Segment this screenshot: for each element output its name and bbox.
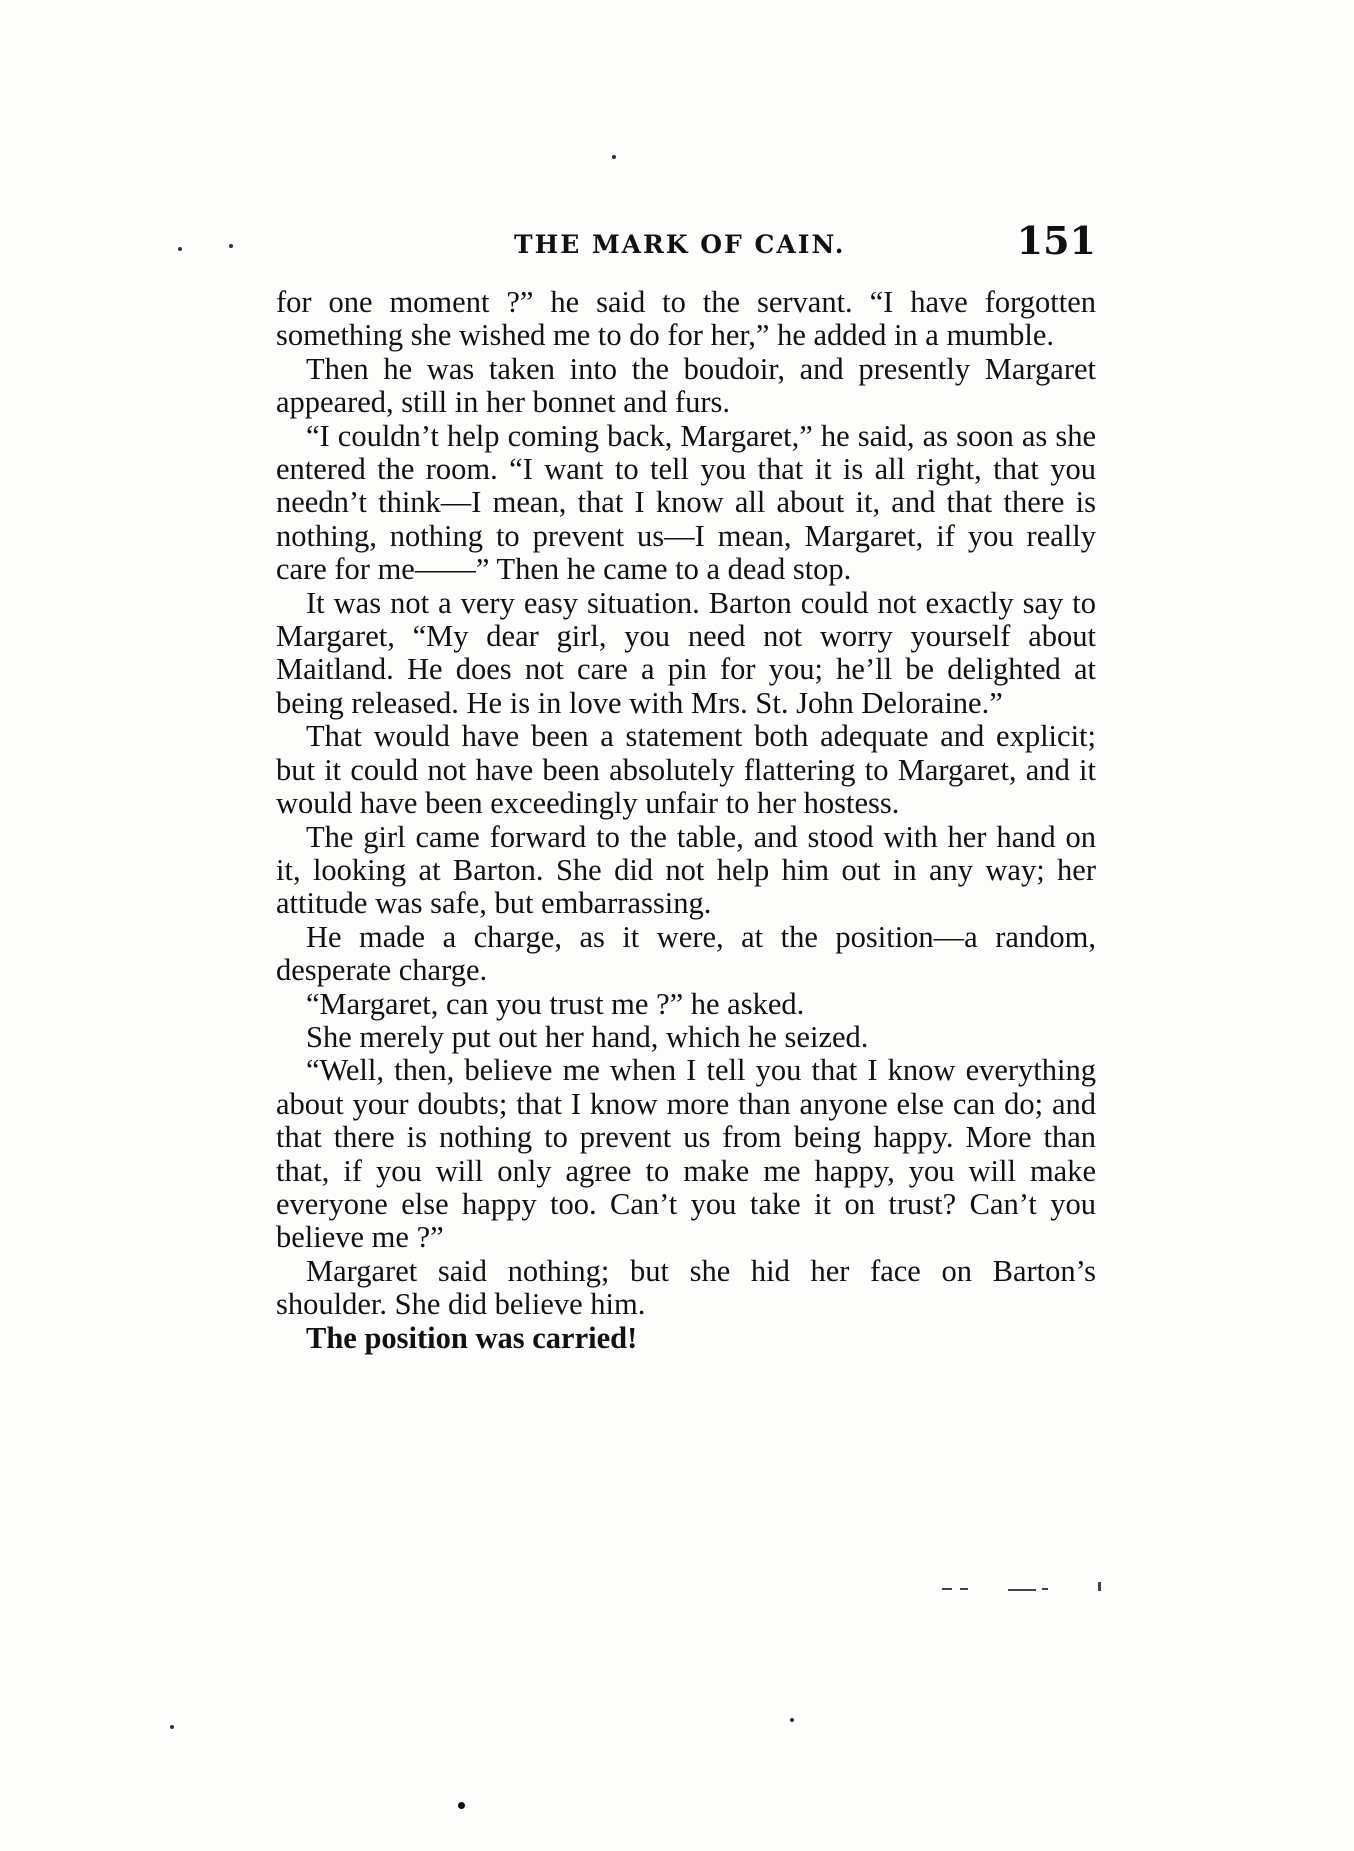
scan-speck bbox=[229, 244, 233, 248]
scan-speck bbox=[612, 155, 616, 159]
page-number: 151 bbox=[1016, 218, 1096, 263]
scan-speck bbox=[170, 1725, 174, 1729]
running-title: THE MARK OF CAIN. bbox=[514, 230, 846, 259]
paragraph: That would have been a statement both adequate and explicit; but it could not have been absolutely flattering to Margaret, and it would have been exceedingly unfair to her hostess. bbox=[276, 719, 1096, 821]
paragraph: for one moment ?” he said to the servant. “I have forgotten something she wished me to do for her,” he added in a mumble. bbox=[276, 285, 1096, 353]
paragraph: “Margaret, can you trust me ?” he asked. bbox=[306, 986, 805, 1021]
paragraph: Then he was taken into the boudoir, and presently Margaret appeared, still in her bonnet and furs. bbox=[276, 351, 1096, 420]
scan-speck bbox=[960, 1588, 968, 1590]
paragraph: The position was carried! bbox=[306, 1320, 638, 1355]
paragraph: He made a charge, as it were, at the position—a random, desperate charge. bbox=[276, 919, 1096, 988]
paragraph: She merely put out her hand, which he seized. bbox=[306, 1019, 869, 1054]
scan-speck bbox=[942, 1588, 952, 1590]
paragraph: “I couldn’t help coming back, Margaret,” he said, as soon as she entered the room. “I want to tell you that it is all right, that you needn’t think—I mean, that I know all about it, and that there is nothing, nothing to prevent us—I mean, Margaret, if you really care for me——” Then he came to a dead stop. bbox=[276, 418, 1096, 587]
paragraph: It was not a very easy situation. Barton could not exactly say to Margaret, “My dear girl, you need not worry yourself about Maitland. He does not care a pin for you; he’ll be delighted at being released. He is in love with Mrs. St. John Deloraine.” bbox=[276, 585, 1096, 720]
scan-speck bbox=[1008, 1589, 1036, 1591]
page-header bbox=[276, 218, 1096, 268]
scan-speck bbox=[458, 1802, 465, 1809]
scan-speck bbox=[790, 1718, 794, 1722]
body-text bbox=[276, 286, 1096, 1355]
paragraph: “Well, then, believe me when I tell you that I know everything about your doubts; that I know more than anyone else can do; and that there is nothing to prevent us from being happy. More than that, if you will only agree to make me happy, you will make everyone else happy too. Can’t you take it on trust? Can’t you believe me ?” bbox=[276, 1053, 1096, 1255]
scan-speck bbox=[1098, 1582, 1101, 1591]
scan-speck bbox=[178, 247, 182, 251]
paragraph: The girl came forward to the table, and stood with her hand on it, looking at Barton. She did not help him out in any way; her attitude was safe, but embarrassing. bbox=[276, 819, 1096, 921]
scan-speck bbox=[1042, 1588, 1048, 1590]
paragraph: Margaret said nothing; but she hid her face on Barton’s shoulder. She did believe him. bbox=[276, 1253, 1096, 1322]
